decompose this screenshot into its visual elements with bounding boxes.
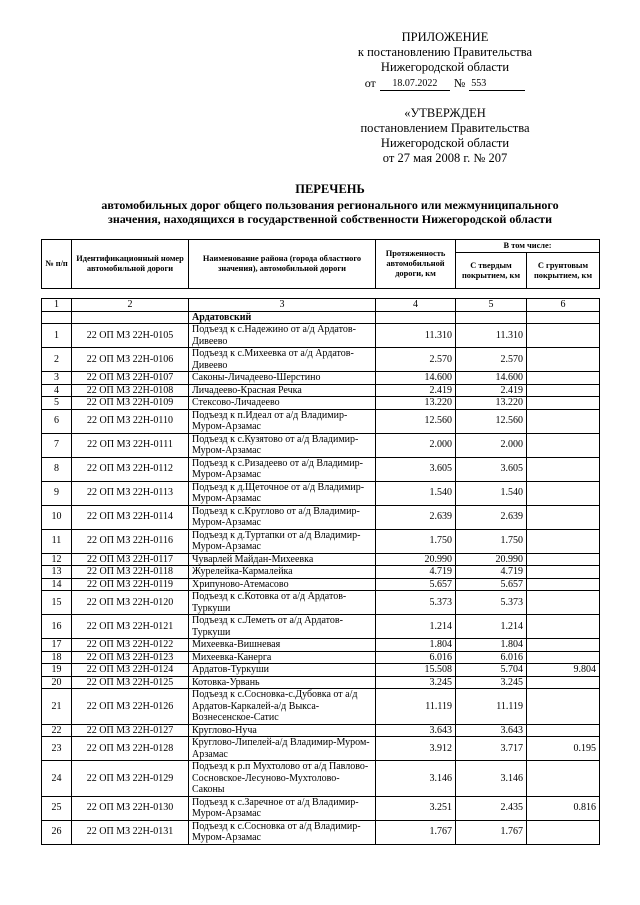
- road-id: 22 ОП МЗ 22Н-0124: [72, 664, 189, 677]
- dirt-surface-length: [527, 372, 600, 385]
- road-length: 2.639: [376, 505, 456, 529]
- hard-surface-length: 3.605: [456, 457, 527, 481]
- row-number: 14: [42, 578, 72, 591]
- hard-surface-length: 13.220: [456, 397, 527, 410]
- table-row: [42, 324, 600, 348]
- row-number: 23: [42, 737, 72, 761]
- table-row: [42, 651, 600, 664]
- column-number: 1: [42, 299, 72, 312]
- road-name: Подъезд к с.Леметь от а/д Ардатов-Туркуши: [189, 615, 376, 639]
- hard-surface-length: 11.119: [456, 689, 527, 725]
- row-number: 6: [42, 409, 72, 433]
- roads-table: [41, 298, 600, 845]
- road-id: 22 ОП МЗ 22Н-0129: [72, 761, 189, 797]
- road-id: 22 ОП МЗ 22Н-0118: [72, 566, 189, 579]
- dirt-surface-length: [527, 348, 600, 372]
- road-name: Круглово-Липелей-а/д Владимир-Муром-Арзамас: [189, 737, 376, 761]
- row-number: 7: [42, 433, 72, 457]
- row-number: 17: [42, 639, 72, 652]
- road-id: 22 ОП МЗ 22Н-0117: [72, 553, 189, 566]
- dirt-surface-length: [527, 639, 600, 652]
- table-header: [41, 239, 600, 289]
- hard-surface-length: 5.657: [456, 578, 527, 591]
- hard-surface-length: 3.717: [456, 737, 527, 761]
- road-length: 3.245: [376, 676, 456, 689]
- dirt-surface-length: [527, 324, 600, 348]
- road-id: 22 ОП МЗ 22Н-0108: [72, 384, 189, 397]
- table-row: [42, 664, 600, 677]
- road-id: 22 ОП МЗ 22Н-0128: [72, 737, 189, 761]
- road-length: 3.251: [376, 796, 456, 820]
- road-id: 22 ОП МЗ 22Н-0111: [72, 433, 189, 457]
- hard-surface-length: 1.540: [456, 481, 527, 505]
- header-length: Протяженность автомобильной дороги, км: [376, 240, 456, 289]
- table-row: [42, 409, 600, 433]
- road-name: Подъезд к д.Щеточное от а/д Владимир-Муром-Арзамас: [189, 481, 376, 505]
- row-number: 13: [42, 566, 72, 579]
- column-number: 6: [527, 299, 600, 312]
- table-row: [42, 553, 600, 566]
- table-row: [42, 505, 600, 529]
- hard-surface-length: 1.804: [456, 639, 527, 652]
- road-name: Ардатов-Туркуши: [189, 664, 376, 677]
- hard-surface-length: 2.435: [456, 796, 527, 820]
- dirt-surface-length: [527, 529, 600, 553]
- hard-surface-length: 20.990: [456, 553, 527, 566]
- document-title: [30, 182, 630, 226]
- hard-surface-length: 2.570: [456, 348, 527, 372]
- appendix-line-2: Нижегородской области: [380, 60, 510, 74]
- road-length: 3.146: [376, 761, 456, 797]
- dirt-surface-length: [527, 651, 600, 664]
- road-length: 2.570: [376, 348, 456, 372]
- road-id: 22 ОП МЗ 22Н-0113: [72, 481, 189, 505]
- table-row: [42, 384, 600, 397]
- road-length: 20.990: [376, 553, 456, 566]
- column-number: 5: [456, 299, 527, 312]
- road-length: 14.600: [376, 372, 456, 385]
- dirt-surface-length: [527, 433, 600, 457]
- road-length: 3.912: [376, 737, 456, 761]
- number-sign: №: [453, 76, 466, 90]
- road-name: Михеевка-Вишневая: [189, 639, 376, 652]
- approved-line-1: «УТВЕРЖДЕН: [404, 106, 486, 120]
- hard-surface-length: 3.643: [456, 724, 527, 737]
- dirt-surface-length: [527, 689, 600, 725]
- title-heading: ПЕРЕЧЕНЬ: [295, 182, 365, 196]
- dirt-surface-length: [527, 615, 600, 639]
- district-name: Ардатовский: [189, 311, 376, 324]
- hard-surface-length: 5.704: [456, 664, 527, 677]
- road-length: 4.719: [376, 566, 456, 579]
- road-id: 22 ОП МЗ 22Н-0119: [72, 578, 189, 591]
- table-row: [42, 397, 600, 410]
- column-number: 4: [376, 299, 456, 312]
- road-name: Подъезд к с.Надежино от а/д Ардатов-Дивеево: [189, 324, 376, 348]
- hard-surface-length: 2.419: [456, 384, 527, 397]
- dirt-surface-length: [527, 457, 600, 481]
- header-including: В том числе:: [456, 240, 600, 253]
- dirt-surface-length: [527, 553, 600, 566]
- road-name: Саконы-Личадеево-Шерстино: [189, 372, 376, 385]
- row-number: 3: [42, 372, 72, 385]
- road-name: Михеевка-Канерга: [189, 651, 376, 664]
- dirt-surface-length: [527, 724, 600, 737]
- appendix-date: 18.07.2022: [380, 78, 450, 91]
- road-length: 11.119: [376, 689, 456, 725]
- dirt-surface-length: 0.195: [527, 737, 600, 761]
- road-length: 6.016: [376, 651, 456, 664]
- road-length: 5.373: [376, 591, 456, 615]
- table-row: [42, 372, 600, 385]
- dirt-surface-length: [527, 505, 600, 529]
- road-id: 22 ОП МЗ 22Н-0121: [72, 615, 189, 639]
- hard-surface-length: 14.600: [456, 372, 527, 385]
- road-id: 22 ОП МЗ 22Н-0114: [72, 505, 189, 529]
- row-number: 5: [42, 397, 72, 410]
- road-length: 12.560: [376, 409, 456, 433]
- table-row: [42, 529, 600, 553]
- column-number-row: [42, 299, 600, 312]
- road-name: Чуварлей Майдан-Михеевка: [189, 553, 376, 566]
- row-number: 10: [42, 505, 72, 529]
- table-row: [42, 481, 600, 505]
- road-id: 22 ОП МЗ 22Н-0105: [72, 324, 189, 348]
- row-number: 22: [42, 724, 72, 737]
- header-name: Наименование района (города областного значения), автомобильной дороги: [189, 240, 376, 289]
- dirt-surface-length: [527, 820, 600, 844]
- appendix-block: [330, 30, 560, 91]
- hard-surface-length: 6.016: [456, 651, 527, 664]
- row-number: 20: [42, 676, 72, 689]
- road-length: 1.750: [376, 529, 456, 553]
- road-name: Подъезд к с.Сосновка от а/д Владимир-Муром-Арзамас: [189, 820, 376, 844]
- road-name: Круглово-Нуча: [189, 724, 376, 737]
- road-length: 2.000: [376, 433, 456, 457]
- hard-surface-length: 12.560: [456, 409, 527, 433]
- road-name: Подъезд к с.Сосновка-с.Дубовка от а/д Ардатов-Каркалей-а/д Выкса-Вознесенское-Сатис: [189, 689, 376, 725]
- road-name: Подъезд к с.Заречное от а/д Владимир-Муром-Арзамас: [189, 796, 376, 820]
- road-id: 22 ОП МЗ 22Н-0122: [72, 639, 189, 652]
- dirt-surface-length: [527, 409, 600, 433]
- road-name: Подъезд к с.Котовка от а/д Ардатов-Туркуши: [189, 591, 376, 615]
- dirt-surface-length: [527, 384, 600, 397]
- row-number: 4: [42, 384, 72, 397]
- dirt-surface-length: [527, 761, 600, 797]
- table-row: [42, 820, 600, 844]
- appendix-date-line: [330, 76, 560, 91]
- road-id: 22 ОП МЗ 22Н-0109: [72, 397, 189, 410]
- road-id: 22 ОП МЗ 22Н-0106: [72, 348, 189, 372]
- row-number: 1: [42, 324, 72, 348]
- road-length: 1.214: [376, 615, 456, 639]
- road-length: 5.657: [376, 578, 456, 591]
- table-row: [42, 689, 600, 725]
- road-name: Личадеево-Красная Речка: [189, 384, 376, 397]
- road-id: 22 ОП МЗ 22Н-0112: [72, 457, 189, 481]
- hard-surface-length: 2.000: [456, 433, 527, 457]
- approved-line-4: от 27 мая 2008 г. № 207: [382, 151, 508, 165]
- road-id: 22 ОП МЗ 22Н-0123: [72, 651, 189, 664]
- dirt-surface-length: [527, 578, 600, 591]
- table-row: [42, 457, 600, 481]
- column-number: 2: [72, 299, 189, 312]
- approved-line-3: Нижегородской области: [380, 136, 510, 150]
- road-id: 22 ОП МЗ 22Н-0116: [72, 529, 189, 553]
- hard-surface-length: 5.373: [456, 591, 527, 615]
- from-label: от: [364, 76, 376, 90]
- table-row: [42, 348, 600, 372]
- row-number: 16: [42, 615, 72, 639]
- road-id: 22 ОП МЗ 22Н-0125: [72, 676, 189, 689]
- dirt-surface-length: 9.804: [527, 664, 600, 677]
- road-name: Подъезд к п.Идеал от а/д Владимир-Муром-Арзамас: [189, 409, 376, 433]
- table-row: [42, 724, 600, 737]
- table-row: [42, 676, 600, 689]
- road-name: Подъезд к с.Михеевка от а/д Ардатов-Дивеево: [189, 348, 376, 372]
- row-number: 15: [42, 591, 72, 615]
- table-row: [42, 796, 600, 820]
- row-number: 24: [42, 761, 72, 797]
- road-name: Подъезд к р.п Мухтолово от а/д Павлово-Сосновское-Лесуново-Мухтолово-Саконы: [189, 761, 376, 797]
- dirt-surface-length: [527, 566, 600, 579]
- road-length: 15.508: [376, 664, 456, 677]
- road-name: Котовка-Урвань: [189, 676, 376, 689]
- hard-surface-length: 1.767: [456, 820, 527, 844]
- hard-surface-length: 4.719: [456, 566, 527, 579]
- header-num: № п/п: [42, 240, 72, 289]
- road-length: 1.767: [376, 820, 456, 844]
- row-number: 8: [42, 457, 72, 481]
- road-length: 13.220: [376, 397, 456, 410]
- road-name: Подъезд к с.Ризадеево от а/д Владимир-Муром-Арзамас: [189, 457, 376, 481]
- hard-surface-length: 11.310: [456, 324, 527, 348]
- appendix-number: 553: [469, 78, 525, 91]
- table-row: [42, 566, 600, 579]
- table-row: [42, 591, 600, 615]
- road-length: 1.804: [376, 639, 456, 652]
- hard-surface-length: 2.639: [456, 505, 527, 529]
- dirt-surface-length: [527, 397, 600, 410]
- row-number: 2: [42, 348, 72, 372]
- hard-surface-length: 1.750: [456, 529, 527, 553]
- table-row: [42, 615, 600, 639]
- road-name: Подъезд к д.Туртапки от а/д Владимир-Муром-Арзамас: [189, 529, 376, 553]
- header-dirt: С грунтовым покрытием, км: [527, 253, 600, 289]
- road-id: 22 ОП МЗ 22Н-0110: [72, 409, 189, 433]
- title-line-1: автомобильных дорог общего пользования регионального или межмуниципального: [101, 198, 559, 212]
- header-id: Идентификационный номер автомобильной дороги: [72, 240, 189, 289]
- road-id: 22 ОП МЗ 22Н-0127: [72, 724, 189, 737]
- row-number: 21: [42, 689, 72, 725]
- district-row: [42, 311, 600, 324]
- hard-surface-length: 3.146: [456, 761, 527, 797]
- road-name: Подъезд к с.Кузятово от а/д Владимир-Муром-Арзамас: [189, 433, 376, 457]
- road-name: Стексово-Личадеево: [189, 397, 376, 410]
- row-number: 19: [42, 664, 72, 677]
- road-length: 11.310: [376, 324, 456, 348]
- row-number: 25: [42, 796, 72, 820]
- appendix-title: ПРИЛОЖЕНИЕ: [401, 30, 489, 44]
- table-row: [42, 639, 600, 652]
- table-row: [42, 433, 600, 457]
- road-id: 22 ОП МЗ 22Н-0131: [72, 820, 189, 844]
- road-id: 22 ОП МЗ 22Н-0120: [72, 591, 189, 615]
- road-length: 2.419: [376, 384, 456, 397]
- table-row: [42, 578, 600, 591]
- road-id: 22 ОП МЗ 22Н-0130: [72, 796, 189, 820]
- hard-surface-length: 1.214: [456, 615, 527, 639]
- table-row: [42, 761, 600, 797]
- road-length: 3.605: [376, 457, 456, 481]
- road-id: 22 ОП МЗ 22Н-0107: [72, 372, 189, 385]
- road-name: Хрипуново-Атемасово: [189, 578, 376, 591]
- road-name: Журелейка-Кармалейка: [189, 566, 376, 579]
- table-row: [42, 737, 600, 761]
- column-number: 3: [189, 299, 376, 312]
- hard-surface-length: 3.245: [456, 676, 527, 689]
- header-hard: С твердым покрытием, км: [456, 253, 527, 289]
- row-number: 26: [42, 820, 72, 844]
- row-number: 9: [42, 481, 72, 505]
- dirt-surface-length: [527, 481, 600, 505]
- row-number: 12: [42, 553, 72, 566]
- row-number: 18: [42, 651, 72, 664]
- road-length: 3.643: [376, 724, 456, 737]
- appendix-line-1: к постановлению Правительства: [357, 45, 533, 59]
- dirt-surface-length: [527, 676, 600, 689]
- road-name: Подъезд к с.Круглово от а/д Владимир-Муром-Арзамас: [189, 505, 376, 529]
- approved-block: [330, 106, 560, 166]
- dirt-surface-length: [527, 591, 600, 615]
- approved-line-2: постановлением Правительства: [360, 121, 530, 135]
- title-line-2: значения, находящихся в государственной собственности Нижегородской области: [108, 212, 552, 226]
- row-number: 11: [42, 529, 72, 553]
- dirt-surface-length: 0.816: [527, 796, 600, 820]
- road-id: 22 ОП МЗ 22Н-0126: [72, 689, 189, 725]
- road-length: 1.540: [376, 481, 456, 505]
